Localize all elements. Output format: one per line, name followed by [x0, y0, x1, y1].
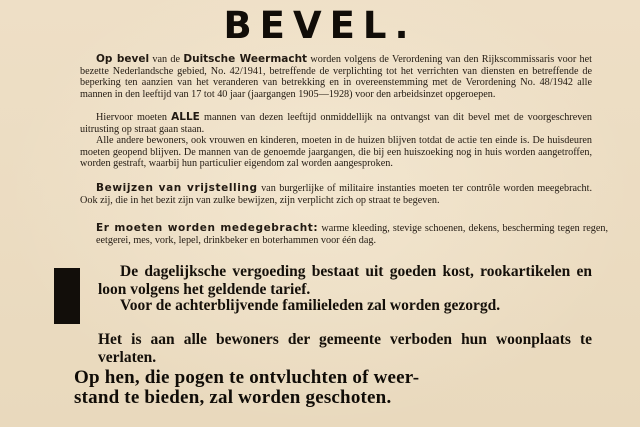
para2-alle: ALLE — [171, 111, 200, 123]
intro-text-a: van de — [149, 54, 184, 65]
poster-title: BEVEL. — [223, 4, 417, 47]
intro-lead: Op bevel — [96, 53, 150, 65]
paragraph-exemption — [80, 183, 592, 206]
paragraph-residents: Alle andere bewoners, ook vrouwen en kinderen, moeten in de huizen blijven totdat de actie ten einde is. De huisdeuren moeten geopend blijven. De mannen van de genoemde jaargangen, die bij een huiszoeking nog in huis worden aangetroffen, worden gestraft, waarbij hun particulier eigendom zal worden aangesproken. — [80, 135, 592, 169]
intro-paragraph — [80, 54, 592, 100]
final-warning — [74, 368, 592, 408]
compensation-notice: De dagelijksche vergoeding bestaat uit goeden kost, rookartikelen en loon volgens het geldende tarief. — [98, 263, 592, 298]
leave-prohibition-notice: Het is aan alle bewoners der gemeente verboden hun woonplaats te verlaten. — [98, 331, 592, 366]
final-warning-line-1: Op hen, die pogen te ontvluchten of weer- — [74, 367, 420, 388]
equipment-items: warme kleeding, stevige schoenen, dekens, bescherming tegen regen, eetgerei, mes, vork, lepel, drinkbeker en boterhammen voor één dag. — [96, 223, 608, 246]
intro-wehrmacht: Duitsche Weermacht — [183, 53, 308, 65]
equipment-lead: Er moeten worden medegebracht: — [96, 222, 319, 234]
final-warning-line-2: stand te bieden, zal worden geschoten. — [74, 387, 392, 408]
paragraph-equipment — [80, 223, 608, 246]
exemption-text: van burgerlijke of militaire instanties moeten ter contrôle worden meegebracht. Ook zij, die in het bezit zijn van zulke bewijzen, zijn verplicht zich op straat te begeven. — [80, 183, 592, 206]
paragraph-alle — [80, 112, 592, 135]
exemption-lead: Bewijzen van vrijstelling — [96, 182, 258, 194]
family-notice: Voor de achterblijvende familieleden zal worden gezorgd. — [120, 297, 501, 314]
black-marker-bar — [54, 268, 80, 324]
intro-text-b: worden volgens de Verordening van den Rijkscommissaris voor het bezette Nederlandsche gebied, No. 42/1941, betreffende de verplichting tot het verrichten van diensten en betreffende de beperking ten aanzien van het veranderen van betrekking en in overeenstemming met de Verordening No. 48/1942 alle mannen in den leeftijd van 17 tot 40 jaar (jaargangen 1905—1928) voor den arbeidsinzet opgeroepen. — [80, 54, 592, 100]
para2-text-b: mannen van dezen leeftijd onmiddellijk na ontvangst van dit bevel met de voorgeschreven uitrusting op straat gaan staan. — [80, 112, 592, 135]
para2-text-a: Hiervoor moeten — [96, 112, 172, 123]
